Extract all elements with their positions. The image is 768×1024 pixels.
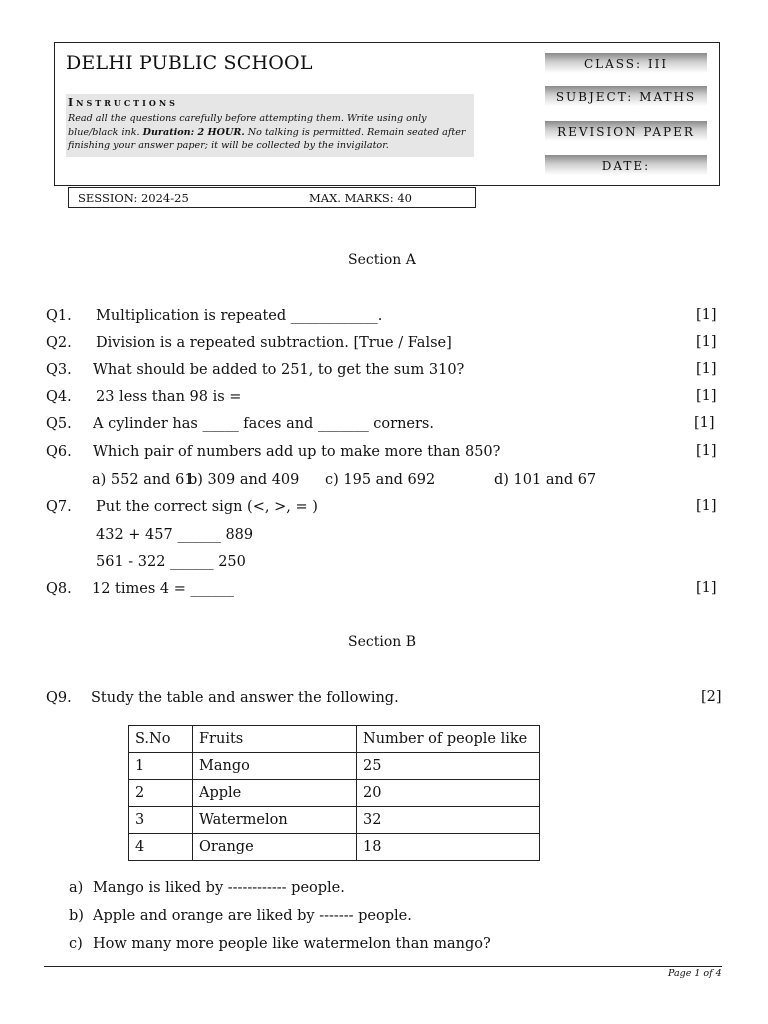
table-cell: 1 [129,753,193,780]
instructions-text: Read all the questions carefully before attempting them. Write using only blue/black ink. Duration: 2 HOUR. No talking is permitted. Remain seated after finishing your answer paper; it will be collected by the invigilator. [68,113,466,151]
paper-label: REVISION PAPER [545,121,707,141]
session-box [68,187,476,208]
table-cell: Orange [193,834,357,861]
page-number: Page 1 of 4 [668,968,722,979]
max-marks-label: MAX. MARKS: 40 [309,191,412,205]
subquestion-label: c) [69,936,83,952]
section-a-title: Section A [348,252,416,268]
table-row [129,834,540,861]
question-marks: [1] [696,307,717,323]
question-number: Q6. [46,444,72,460]
question-number: Q9. [46,690,72,706]
subquestion-text: Apple and orange are liked by ------- people. [93,908,412,924]
question-text: A cylinder has _____ faces and _______ corners. [93,416,434,432]
section-b-title: Section B [348,634,417,650]
question-number: Q7. [46,499,72,515]
subquestion-label: b) [69,908,84,924]
question-text: What should be added to 251, to get the sum 310? [93,362,465,378]
question-text: Division is a repeated subtraction. [True / False] [96,335,452,351]
date-label: DATE: [545,155,707,175]
subquestion-label: a) [69,880,84,896]
question-text: Put the correct sign (<, >, = ) [96,499,318,515]
option-d: d) 101 and 67 [494,472,597,488]
question-number: Q3. [46,362,72,378]
table-cell: 20 [357,780,540,807]
question-marks: [1] [694,415,715,431]
subquestion-text: How many more people like watermelon than mango? [93,936,491,952]
question-number: Q4. [46,389,72,405]
question-marks: [1] [696,361,717,377]
question-number: Q2. [46,335,72,351]
question-text: Which pair of numbers add up to make more than 850? [93,444,501,460]
duration: Duration: 2 HOUR. [142,126,245,138]
question-marks: [1] [696,443,717,459]
table-cell: Apple [193,780,357,807]
subject-label: SUBJECT: MATHS [545,86,707,106]
table-row [129,807,540,834]
question-marks: [1] [696,498,717,514]
question-text: Study the table and answer the following. [91,690,399,706]
question-text: 12 times 4 = ______ [92,581,234,597]
table-header-cell: Fruits [193,726,357,753]
option-a: a) 552 and 61 [92,472,194,488]
table-header-row [129,726,540,753]
table-header-cell: S.No [129,726,193,753]
question-marks: [1] [696,388,717,404]
table-header-cell: Number of people like [357,726,540,753]
comparison-line: 561 - 322 ______ 250 [96,554,246,570]
table-cell: Mango [193,753,357,780]
question-marks: [2] [701,689,722,705]
school-name: DELHI PUBLIC SCHOOL [66,52,313,74]
table-row [129,753,540,780]
question-text: Multiplication is repeated ____________. [96,308,383,324]
question-number: Q5. [46,416,72,432]
table-row [129,780,540,807]
comparison-line: 432 + 457 ______ 889 [96,527,254,543]
question-text: 23 less than 98 is = [96,389,242,405]
question-number: Q8. [46,581,72,597]
session-label: SESSION: 2024-25 [78,191,189,205]
class-label: CLASS: III [545,53,707,73]
table-cell: 18 [357,834,540,861]
question-number: Q1. [46,308,72,324]
option-b: b) 309 and 409 [188,472,300,488]
instructions-title: Instructions [68,96,178,109]
instructions-box [66,94,474,157]
table-cell: Watermelon [193,807,357,834]
question-marks: [1] [696,334,717,350]
subquestion-text: Mango is liked by ------------ people. [93,880,345,896]
fruits-table [128,725,540,861]
option-c: c) 195 and 692 [325,472,436,488]
footer-divider [44,966,722,967]
table-cell: 32 [357,807,540,834]
question-marks: [1] [696,580,717,596]
table-cell: 25 [357,753,540,780]
table-cell: 3 [129,807,193,834]
table-cell: 2 [129,780,193,807]
table-cell: 4 [129,834,193,861]
